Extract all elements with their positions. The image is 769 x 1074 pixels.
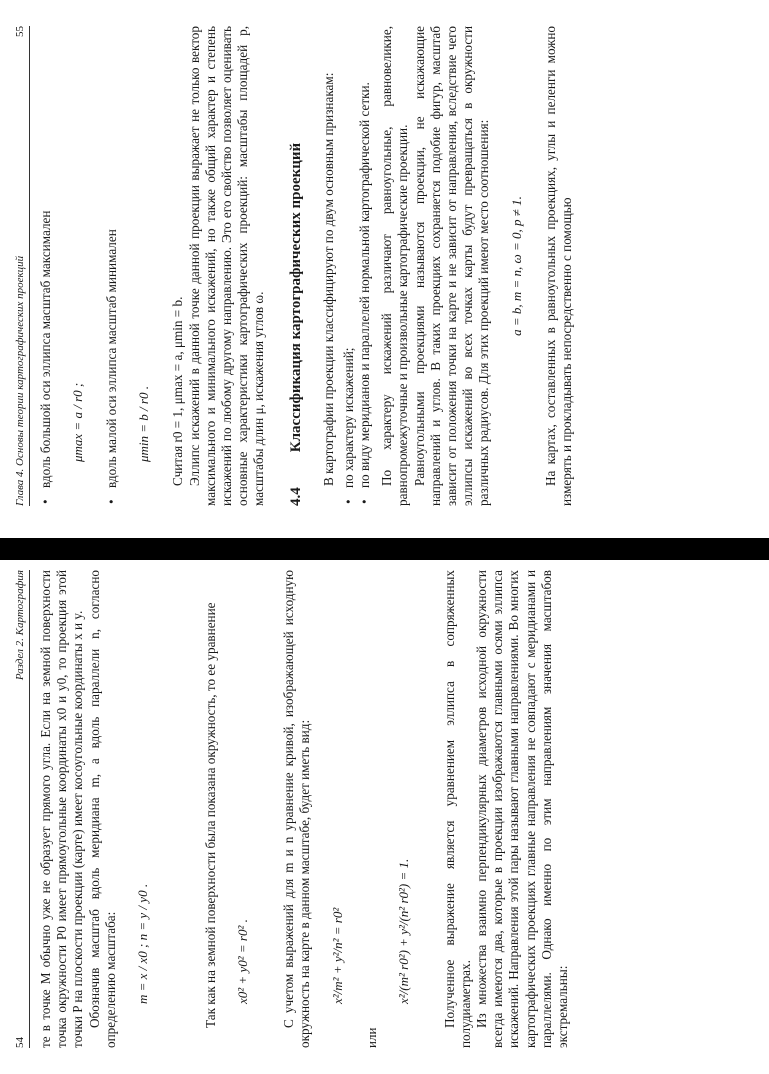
- right-paragraph-3: В картографии проекции классифицируют по двум основным признакам:: [320, 72, 336, 486]
- bullet-minor-axis: • вдоль малой оси эллипса масштаб минимален: [104, 26, 120, 506]
- right-paragraph-4: По характеру искажений различают равноугольные, равновеликие, равнопромежуточные и произвольные картографические проекции.: [379, 26, 411, 506]
- left-paragraph-1: те в точке M обычно уже не образует прямого угла. Если на земной поверхности точка окружности P0 имеет прямоугольные координаты x0 и y0, то проекция этой точки P на плоскости проекции (карте) имеет косоугольные координаты x и y.: [38, 570, 86, 1048]
- section-number: 4.4: [287, 487, 304, 506]
- list-item: • по характеру искажений;: [341, 26, 357, 506]
- criteria-list: [341, 26, 373, 506]
- formula-ellipse: x²/(m² r0²) + y²/(n² r0²) = 1.: [395, 858, 411, 1004]
- right-page-number: 55: [14, 26, 26, 37]
- left-paragraph-4: С учетом выражений для m и n уравнение кривой, изображающей исходную окружность на карте в данном масштабе, будет иметь вид:: [281, 570, 313, 1048]
- left-running-head: [14, 570, 30, 1048]
- formula-conformal: a = b, m = n, ω = 0, p ≠ 1.: [508, 196, 524, 336]
- bullet-list-major: [38, 26, 54, 506]
- right-running-head: [14, 26, 30, 506]
- left-paragraph-2: Обозначив масштаб вдоль меридиана m, а вдоль параллели n, согласно определению масштаба:: [86, 570, 118, 1048]
- bullet-list-minor: [104, 26, 120, 506]
- formula-mu-max: μmax = a / r0 ;: [70, 382, 86, 462]
- or-label: или: [363, 1027, 379, 1048]
- left-paragraph-5: Полученное выражение является уравнением эллипса в сопряженных полудиаметрах.: [441, 570, 473, 1048]
- right-paragraph-2: Эллипс искажений в данной точке данной проекции выражает не только вектор максимального и минимального искажений, но также общий характер и степень искажений по любому другому направлению. Это его свойство позволяет оценивать основные характеристики картографических проекций: масштабы площадей p, масштабы длин μ, искажения углов ω.: [186, 26, 267, 506]
- formula-circle: x0² + y0² = r0² .: [235, 919, 251, 1004]
- formula-curve: x²/m² + y²/n² = r0²: [329, 907, 345, 1004]
- right-paragraph-6: На картах, составленных в равноугольных проекциях, углы и пеленги можно измерять и прокладывать непосредственно с помощью: [542, 26, 574, 506]
- right-paragraph-1: Считая r0 = 1, μmax = a, μmin = b.: [170, 296, 186, 486]
- formula-scale-mn: m = x / x0 ; n = y / y0 .: [135, 883, 151, 1004]
- formula-mu-min: μmin = b / r0 .: [136, 386, 152, 462]
- left-running-title: Раздел 2. Картография: [14, 570, 26, 681]
- left-paragraph-3: Так как на земной поверхности была показана окружность, то ее уравнение: [203, 602, 219, 1028]
- list-item: • по виду меридианов и параллелей нормальной картографической сетки.: [357, 26, 373, 506]
- right-running-title: Глава 4. Основы теории картографических проекций: [14, 255, 26, 506]
- section-heading: [288, 26, 305, 506]
- right-paragraph-5: Равноугольными проекциями называются проекции, не искажающие направлений и углов. В таких проекциях сохраняется подобие фигур, масштаб зависит от положения точки на карте и не зависит от направления, вследствие чего эллипсы искажений во всех точках карты будут превращаться в окружности различных радиусов. Для этих проекций имеют место соотношения:: [411, 26, 492, 506]
- left-paragraph-6: Из множества взаимно перпендикулярных диаметров исходной окружности всегда имеются два, которые в проекции изображаются главными осями эллипса искажений. Направления этой пары называют главными направлениями. Во многих картографических проекциях главные направления не совпадают с меридианами и параллелями. Однако именно по этим направлениям значения масштабов экстремальны:: [474, 570, 571, 1048]
- section-title: Классификация картографических проекций: [287, 142, 304, 453]
- left-page: [0, 544, 769, 1074]
- left-page-number: 54: [14, 1037, 26, 1048]
- bullet-major-axis: • вдоль большой оси эллипса масштаб максимален: [38, 26, 54, 506]
